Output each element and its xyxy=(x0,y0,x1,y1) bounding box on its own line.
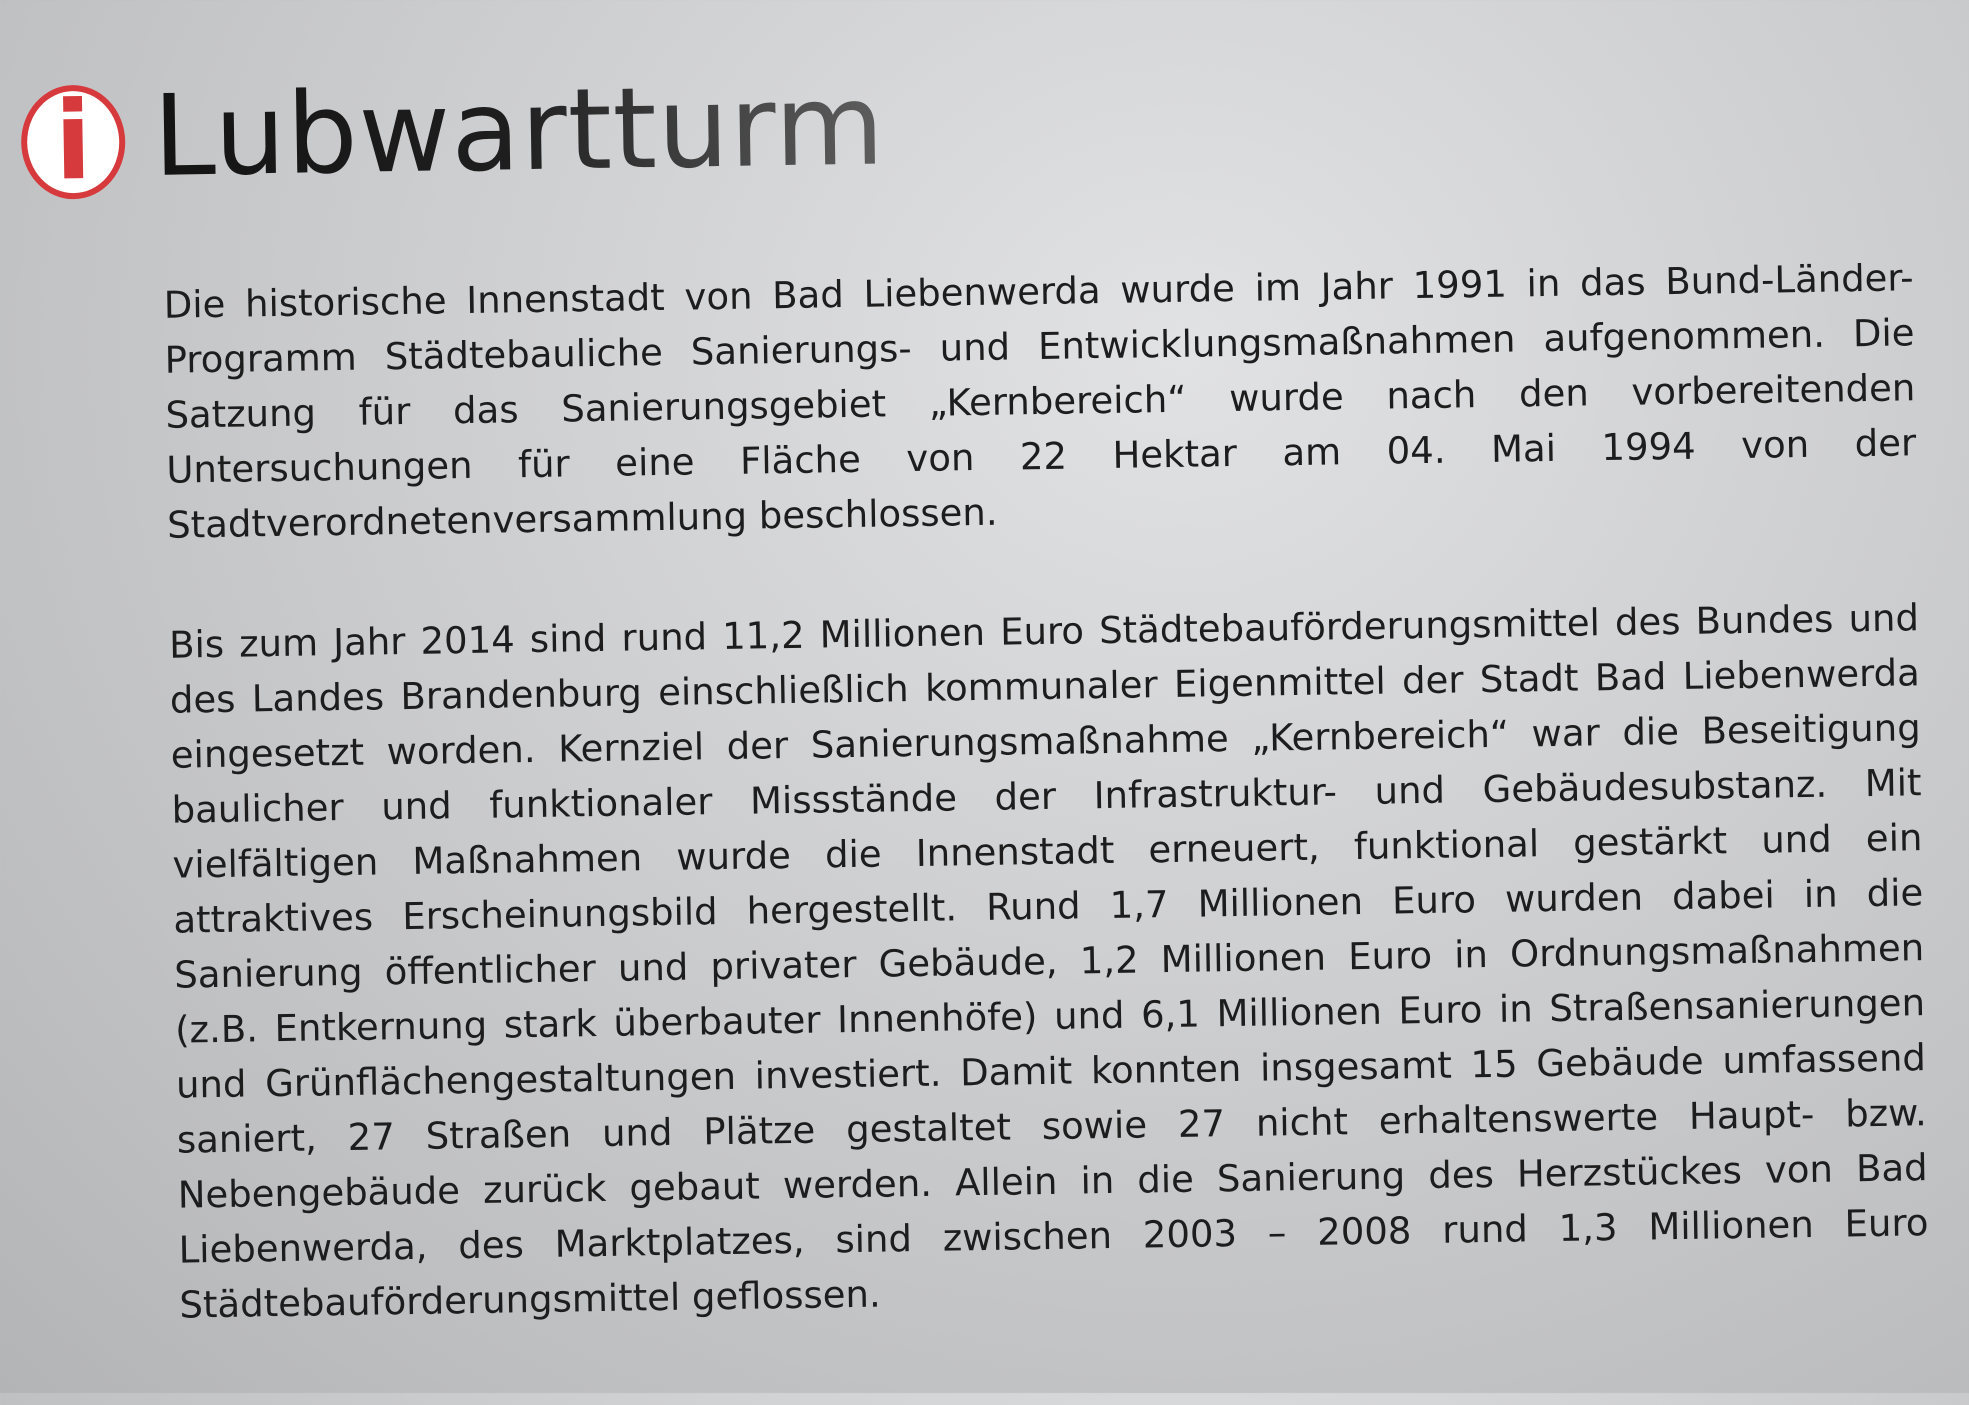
paragraph-funding: Bis zum Jahr 2014 sind rund 11,2 Millionen Euro Städtebauförderungsmittel des Bundes und des Landes Brandenburg einschließlich kommunaler Eigenmittel der Stadt Bad Liebenwerda eingesetzt worden. Kernziel der Sanierungsmaßnahme „Kernbereich“ war die Beseitigung baulicher und funktionaler Missstände der Infrastruktur- und Gebäudesubstanz. Mit vielfältigen Maßnahmen wurde die Innenstadt erneuert, funktional gestärkt und ein attraktives Erscheinungsbild hergestellt. Rund 1,7 Millionen Euro wurden dabei in die Sanierung öffentlicher und privater Gebäude, 1,2 Millionen Euro in Ordnungsmaßnahmen (z.B. Entkernung stark überbauter Innenhöfe) und 6,1 Millionen Euro in Straßensanierungen und Grünflächengestaltungen investiert. Damit konnten insgesamt 15 Gebäude umfassend saniert, 27 Straßen und Plätze gestaltet sowie 27 nicht erhaltenswerte Haupt- bzw. Nebengebäude zurück gebaut werden. Allein in die Sanierung des Herzstückes von Bad Liebenwerda, des Marktplatzes, sind zwischen 2003 – 2008 rund 1,3 Millionen Euro Städtebauförderungsmittel geflossen. xyxy=(168,596,1929,1327)
paragraph-history: Die historische Innenstadt von Bad Liebenwerda wurde im Jahr 1991 in das Bund-Länder-Programm Städtebauliche Sanierungs- und Entwicklungsmaßnahmen aufgenommen. Die Satzung für das Sanierungsgebiet „Kernbereich“ wurde nach den vorbereitenden Untersuchungen für eine Fläche von 22 Hektar am 04. Mai 1994 von der Stadtverordnetenversammlung beschlossen. xyxy=(163,256,1917,547)
info-icon: i xyxy=(20,84,126,200)
plaque-title: Lubwartturm xyxy=(152,58,886,204)
